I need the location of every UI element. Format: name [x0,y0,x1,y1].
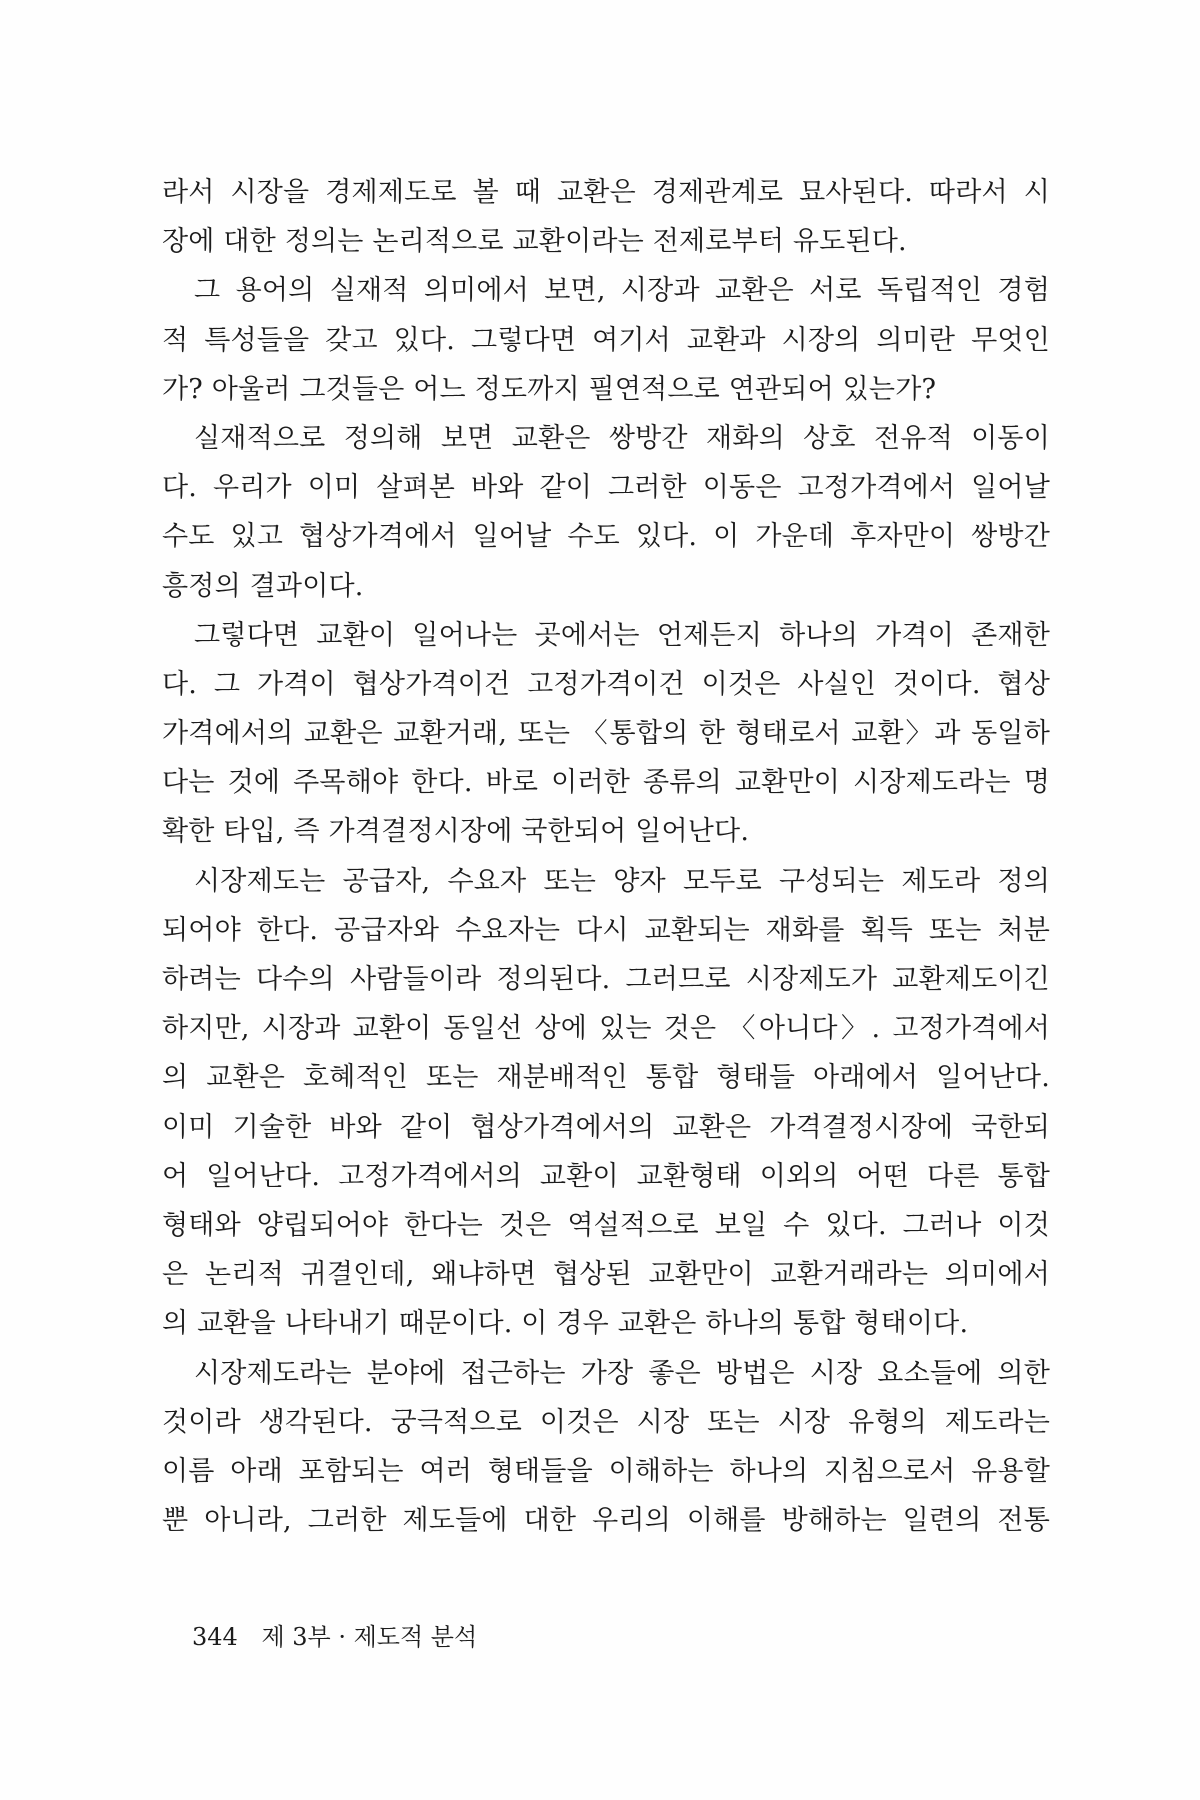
text-line: 적 특성들을 갖고 있다. 그렇다면 여기서 교환과 시장의 의미란 무엇인 [162,324,1050,356]
text-line: 시장제도는 공급자, 수요자 또는 양자 모두로 구성되는 제도라 정의 [194,865,1050,897]
text-line: 하지만, 시장과 교환이 동일선 상에 있는 것은 〈아니다〉. 고정가격에서 [162,1013,1050,1045]
text-line: 그렇다면 교환이 일어나는 곳에서는 언제든지 하나의 가격이 존재한 [194,619,1050,651]
text-line: 흥정의 결과이다. [162,570,364,602]
text-line: 가? 아울러 그것들은 어느 정도까지 필연적으로 연관되어 있는가? [162,373,937,405]
text-line: 이미 기술한 바와 같이 협상가격에서의 교환은 가격결정시장에 국한되 [162,1111,1050,1143]
text-line: 시장제도라는 분야에 접근하는 가장 좋은 방법은 시장 요소들에 의한 [194,1357,1050,1389]
running-section-title: 제 3부 · 제도적 분석 [261,1623,478,1651]
page-number: 344 [192,1623,238,1651]
text-line: 가격에서의 교환은 교환거래, 또는 〈통합의 한 형태로서 교환〉과 동일하 [162,718,1050,750]
text-line: 형태와 양립되어야 한다는 것은 역설적으로 보일 수 있다. 그러나 이것 [162,1209,1050,1241]
text-line: 장에 대한 정의는 논리적으로 교환이라는 전제로부터 유도된다. [162,226,907,258]
text-line: 의 교환을 나타내기 때문이다. 이 경우 교환은 하나의 통합 형태이다. [162,1308,969,1340]
text-line: 다는 것에 주목해야 한다. 바로 이러한 종류의 교환만이 시장제도라는 명 [162,767,1050,799]
text-line: 실재적으로 정의해 보면 교환은 쌍방간 재화의 상호 전유적 이동이 [194,422,1050,454]
text-line: 뿐 아니라, 그러한 제도들에 대한 우리의 이해를 방해하는 일련의 전통 [162,1505,1050,1537]
text-line: 하려는 다수의 사람들이라 정의된다. 그러므로 시장제도가 교환제도이긴 [162,964,1050,995]
text-line: 다. 우리가 이미 살펴본 바와 같이 그러한 이동은 고정가격에서 일어날 [162,472,1050,504]
text-line: 되어야 한다. 공급자와 수요자는 다시 교환되는 재화를 획득 또는 처분 [162,914,1050,946]
text-line: 라서 시장을 경제제도로 볼 때 교환은 경제관계로 묘사된다. 따라서 시 [162,177,1050,208]
body-text [162,168,1050,1545]
page-footer [192,1622,477,1652]
text-line: 수도 있고 협상가격에서 일어날 수도 있다. 이 가운데 후자만이 쌍방간 [162,521,1050,553]
text-line: 다. 그 가격이 협상가격이건 고정가격이건 이것은 사실인 것이다. 협상 [162,668,1050,700]
text-line: 확한 타입, 즉 가격결정시장에 국한되어 일어난다. [162,816,750,848]
text-line: 은 논리적 귀결인데, 왜냐하면 협상된 교환만이 교환거래라는 의미에서 [162,1259,1050,1291]
text-line: 의 교환은 호혜적인 또는 재분배적인 통합 형태들 아래에서 일어난다. [162,1062,1050,1094]
text-line: 것이라 생각된다. 궁극적으로 이것은 시장 또는 시장 유형의 제도라는 [162,1406,1050,1438]
text-line: 그 용어의 실재적 의미에서 보면, 시장과 교환은 서로 독립적인 경험 [194,275,1050,307]
text-line: 이름 아래 포함되는 여러 형태들을 이해하는 하나의 지침으로서 유용할 [162,1455,1050,1487]
text-line: 어 일어난다. 고정가격에서의 교환이 교환형태 이외의 어떤 다른 통합 [162,1160,1050,1192]
